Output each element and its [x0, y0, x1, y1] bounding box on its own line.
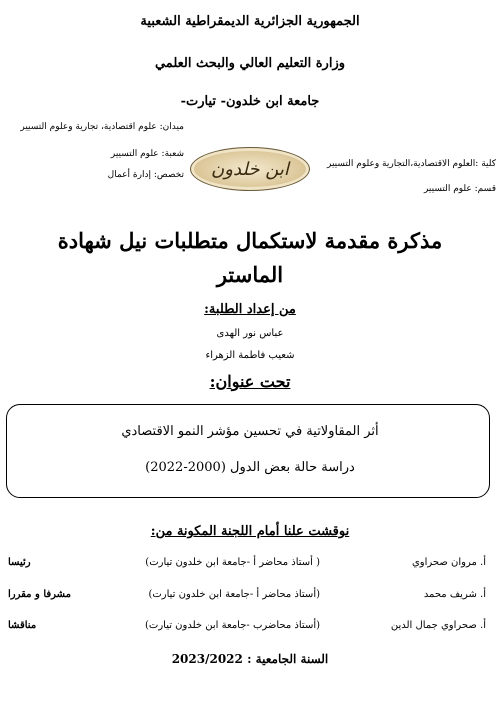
department-label: قسم: علوم التسيير	[423, 184, 496, 194]
jury-member-row	[0, 557, 500, 573]
student-name: شعيب فاطمة الزهراء	[205, 350, 295, 361]
jury-member-name: أ. شريف محمد	[423, 589, 486, 600]
memoir-title-line2: الماستر	[216, 262, 284, 287]
thesis-title: أثر المقاولاتية في تحسين مؤشر النمو الاقتصادي	[121, 424, 379, 439]
university-logo	[190, 147, 310, 191]
jury-member-name: أ. مروان صحراوي	[411, 557, 486, 568]
domain-label: ميدان: علوم اقتصادية، تجارية وعلوم التسيير	[20, 122, 184, 132]
ministry-title: وزارة التعليم العالي والبحث العلمي	[154, 56, 346, 71]
university-title: جامعة ابن خلدون- تيارت-	[180, 94, 320, 109]
students-heading: من إعداد الطلبة:	[204, 302, 296, 317]
jury-member-row	[0, 620, 500, 636]
jury-member-role: مشرفا و مقررا	[8, 589, 71, 600]
jury-member-rank: ( أستاذ محاضر أ -جامعة ابن خلدون تيارت)	[145, 557, 320, 568]
thesis-title-box	[6, 404, 490, 498]
student-name: عباس نور الهدى	[216, 328, 284, 339]
jury-member-row	[0, 589, 500, 605]
topic-heading: تحت عنوان:	[209, 372, 291, 391]
jury-heading: نوقشت علنا أمام اللجنة المكونة من:	[150, 524, 350, 539]
republic-title: الجمهورية الجزائرية الديمقراطية الشعبية	[140, 14, 360, 29]
branch-label: شعبة: علوم التسيير	[110, 149, 184, 159]
jury-member-rank: (أستاذ محاضر أ -جامعة ابن خلدون تيارت)	[148, 589, 320, 600]
faculty-label: كلية :العلوم الاقتصادية،التجارية وعلوم التسيير	[327, 159, 496, 169]
jury-member-role: رئيسا	[8, 557, 31, 568]
jury-member-name: أ. صحراوي جمال الدين	[390, 620, 486, 631]
logo-calligraphy: ابن خلدون	[211, 158, 289, 180]
thesis-subtitle: دراسة حالة بعض الدول (2000-2022)	[145, 460, 355, 475]
jury-member-role: مناقشا	[8, 620, 37, 631]
memoir-title-line1: مذكرة مقدمة لاستكمال متطلبات نيل شهادة	[57, 228, 443, 253]
specialty-label: تخصص: إدارة أعمال	[107, 170, 184, 180]
jury-member-rank: (أستاذ محاضرب -جامعة ابن خلدون تيارت)	[145, 620, 320, 631]
academic-year: السنة الجامعية : 2023/2022	[171, 652, 329, 666]
